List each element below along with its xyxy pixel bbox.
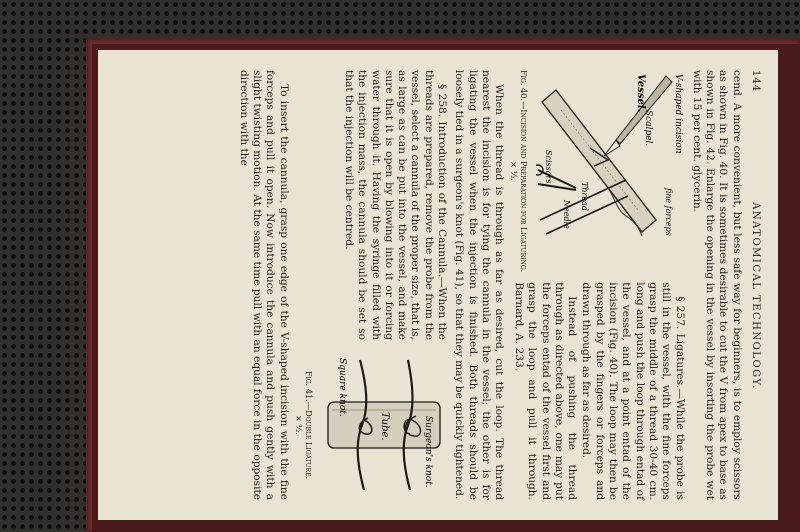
label-fine-forceps: fine forceps xyxy=(663,188,673,236)
book-page xyxy=(98,50,778,520)
paragraph-instead: Instead of pushing the thread through as directed above, one may put the forceps entad of the vessel first and grasp the loop and pull it through. Barnard, A. 233. xyxy=(512,282,579,500)
figure-40-row xyxy=(509,70,685,500)
figure-41-illustration xyxy=(320,350,448,500)
running-head-title: ANATOMICAL TECHNOLOGY. xyxy=(750,202,761,390)
figure-41-caption xyxy=(294,350,314,500)
label-scalpel: Scalpel. xyxy=(642,110,653,147)
figure-40-illustration xyxy=(536,70,686,240)
label-tube: Tube. xyxy=(379,412,391,441)
figure-41 xyxy=(294,350,448,500)
label-scissors: Scissors xyxy=(543,150,553,184)
page-viewport xyxy=(98,50,778,520)
paragraph-loop: When the thread is through as far as desired, cut the loop. The thread nearest the incision is for tying the cannula in the vessel; the other is for ligating the vessel when the injection is finished. Both threads should be loosely tied in a surgeon's knot (Fig. 41), so that they may be quickly tightened. xyxy=(453,70,506,500)
figure-40 xyxy=(509,70,685,272)
section-258: § 258. Introduction of the Cannula.—When the threads are prepared, remove the probe from the vessel, select a cannula of the proper size, that is, as large as can be put into the vessel, and make sure that it is open by blowing into it or forcing water through it. Having the syringe filled with the injection mass, the cannula should be set so that the injection will be centred. xyxy=(342,70,449,340)
label-thread: Thread xyxy=(579,182,589,211)
intro-paragraph: cend. A more convenient, but less safe way for beginners, is to employ scissors as shown in Fig. 40. It is sometimes desirable to cut the V from apex to base as shown in Fig. 42. Enlarge the opening in the vessel by inserting the probe wet with 15 per cent. glycerin. xyxy=(690,70,743,500)
figure-41-caption-line2: × ½. xyxy=(293,414,304,435)
label-surgeons-knot: Surgeon's knot. xyxy=(423,416,434,488)
section-257: § 257. Ligatures.—While the probe is still in the vessel, with the fine forceps grasp the middle of a thread 30-40 cm. long and push the loop through entad of the vessel, and at a point entad of the incision (Fig. 40). The loop may then be grasped by the fingers or forceps and drawn through as far as desired. xyxy=(580,282,686,500)
figure-41-row xyxy=(294,70,448,500)
running-head xyxy=(749,70,762,500)
label-square-knot: Square knot. xyxy=(337,358,348,417)
figure-40-caption-line2: × ½. xyxy=(509,161,520,182)
label-needle: Needle xyxy=(561,200,571,229)
figure-40-adjacent-text xyxy=(509,282,685,500)
label-vessel: Vessel. xyxy=(634,74,646,113)
figure-41-adjacent-text xyxy=(294,70,448,340)
figure-40-caption xyxy=(509,70,529,272)
figure-40-caption-line1: Fig. 40.—Incision and Preparation for Ligaturing. xyxy=(519,70,530,273)
label-v-incision: V-shaped incision xyxy=(672,74,683,154)
figure-41-caption-line1: Fig. 41.—Double Ligature. xyxy=(303,370,314,480)
paragraph-insert: To insert the cannula, grasp one edge of the V-shaped incision with the fine forceps and pull it open. Now introduce the cannula and push gently with a slight twisting motion. At the same time pull with an equal force in the opposite direction with the xyxy=(237,70,290,500)
page-number: 144 xyxy=(750,70,761,93)
